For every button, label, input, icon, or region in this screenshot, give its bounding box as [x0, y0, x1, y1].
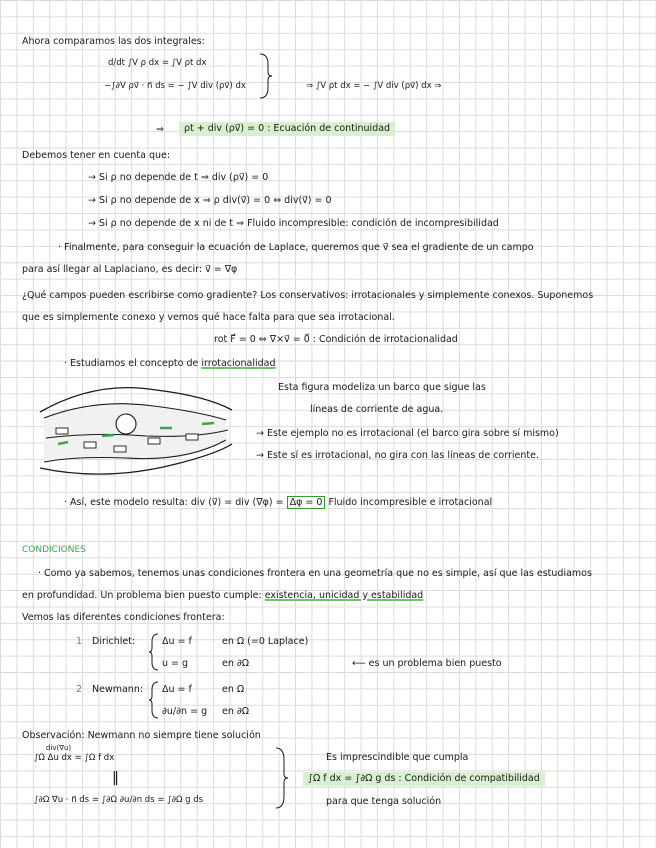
condiciones-prefix: en profundidad. Un problema bien puesto cumple:: [22, 590, 265, 601]
question-line-1: ¿Qué campos pueden escribirse como gradiente? Los conservativos: irrotacionales y simplemente conexos. Suponemos: [22, 290, 594, 301]
dirichlet-label: Dirichlet:: [92, 636, 136, 647]
integral-identity-1: ∫Ω Δu dx = ∫Ω f dx: [34, 753, 115, 763]
well-posed-properties: existencia, unicidad y estabilidad: [264, 590, 424, 601]
well-posed-note: ⟵ es un problema bien puesto: [352, 658, 502, 669]
dirichlet-domain-2: en ∂Ω: [222, 658, 250, 669]
debemos-text: Debemos tener en cuenta que:: [22, 150, 171, 161]
figure-caption-2: líneas de corriente de agua.: [310, 404, 444, 415]
dirichlet-number: 1: [76, 636, 83, 647]
bullet-1: → Si ρ no depende de t ⇒ div (ρv⃗) = 0: [88, 172, 269, 183]
continuity-equation: ρt + div (ρv⃗) = 0 : Ecuación de continuidad: [179, 122, 395, 136]
estudiamos-text: [64, 358, 276, 370]
laplace-line-1: · Finalmente, para conseguir la ecuación de Laplace, queremos que v⃗ sea el gradiente de un campo: [58, 242, 534, 253]
imprescindible-text: Es imprescindible que cumpla: [326, 752, 469, 763]
boat-streamlines-figure: [36, 384, 236, 476]
condiciones-line-2: [22, 590, 423, 602]
neumann-eq-1: Δu = f: [162, 684, 192, 695]
question-line-2: que es simplemente conexo y vemos qué hace falta para que sea irrotacional.: [22, 312, 395, 323]
intro-text: Ahora comparamos las dos integrales:: [22, 36, 205, 47]
left-brace-icon: [148, 632, 160, 672]
left-brace-icon: [148, 680, 160, 720]
compatibility-condition: ∫Ω f dx = ∫∂Ω g ds : Condición de compatibilidad: [303, 772, 545, 786]
laplace-boxed: Δφ = 0: [287, 496, 326, 509]
estudiamos-prefix: · Estudiamos el concepto de: [64, 358, 202, 369]
neumann-eq-2: ∂u/∂n = g: [162, 706, 208, 717]
figure-note-irrotational: → Este sí es irrotacional, no gira con las líneas de corriente.: [256, 450, 539, 461]
vemos-text: Vemos las diferentes condiciones frontera:: [22, 612, 225, 623]
implies-arrow: ⇒: [156, 124, 164, 135]
equation-flux: −∫∂V ρv⃗ · n⃗ ds = − ∫V div (ρv⃗) dx: [104, 81, 246, 91]
neumann-number: 2: [76, 684, 83, 695]
dirichlet-eq-1: Δu = f: [162, 636, 192, 647]
right-brace-icon: [274, 746, 290, 810]
rot-condition: rot F⃗ = 0 ⇔ ∇×v⃗ = 0⃗ : Condición de irrotacionalidad: [214, 334, 458, 345]
asi-line: [64, 497, 492, 509]
para-text: para que tenga solución: [326, 796, 442, 807]
dirichlet-eq-2: u = g: [162, 658, 189, 669]
figure-note-rotational: → Este ejemplo no es irrotacional (el barco gira sobre sí mismo): [256, 428, 559, 439]
bullet-3: → Si ρ no depende de x ni de t ⇒ Fluido incompresible: condición de incompresibilidad: [88, 218, 499, 229]
section-title-condiciones: CONDICIONES: [22, 545, 86, 555]
asi-tail: Fluido incompresible e irrotacional: [328, 497, 493, 508]
neumann-domain-2: en ∂Ω: [222, 706, 250, 717]
neumann-label: Newmann:: [92, 684, 144, 695]
irrotacionalidad-term: irrotacionalidad: [201, 358, 276, 369]
neumann-domain-1: en Ω: [222, 684, 245, 695]
integral-identity-2: ∫∂Ω ∇u · n⃗ ds = ∫∂Ω ∂u/∂n ds = ∫∂Ω g ds: [34, 795, 204, 805]
figure-caption-1: Esta figura modeliza un barco que sigue las: [278, 382, 486, 393]
equation-derivative: d/dt ∫V ρ dx = ∫V ρt dx: [108, 58, 207, 68]
div-annotation: div(∇u): [46, 744, 72, 752]
right-brace-icon: [258, 52, 274, 100]
equals-vertical: ‖: [112, 770, 119, 786]
observacion-text: Observación: Newmann no siempre tiene solución: [22, 730, 261, 741]
asi-text: · Así, este modelo resulta: div (v⃗) = div (∇φ) =: [64, 497, 284, 508]
equation-result: ⇒ ∫V ρt dx = − ∫V div (ρv⃗) dx ⇒: [306, 81, 442, 91]
bullet-2: → Si ρ no depende de x ⇒ ρ div(v⃗) = 0 ⇔ div(v⃗) = 0: [88, 195, 332, 206]
dirichlet-domain-1: en Ω (=0 Laplace): [222, 636, 309, 647]
laplace-line-2: para así llegar al Laplaciano, es decir: v⃗ = ∇φ: [22, 264, 238, 275]
condiciones-line-1: · Como ya sabemos, tenemos unas condiciones frontera en una geometría que no es simple, así que las estudiamos: [38, 568, 592, 579]
